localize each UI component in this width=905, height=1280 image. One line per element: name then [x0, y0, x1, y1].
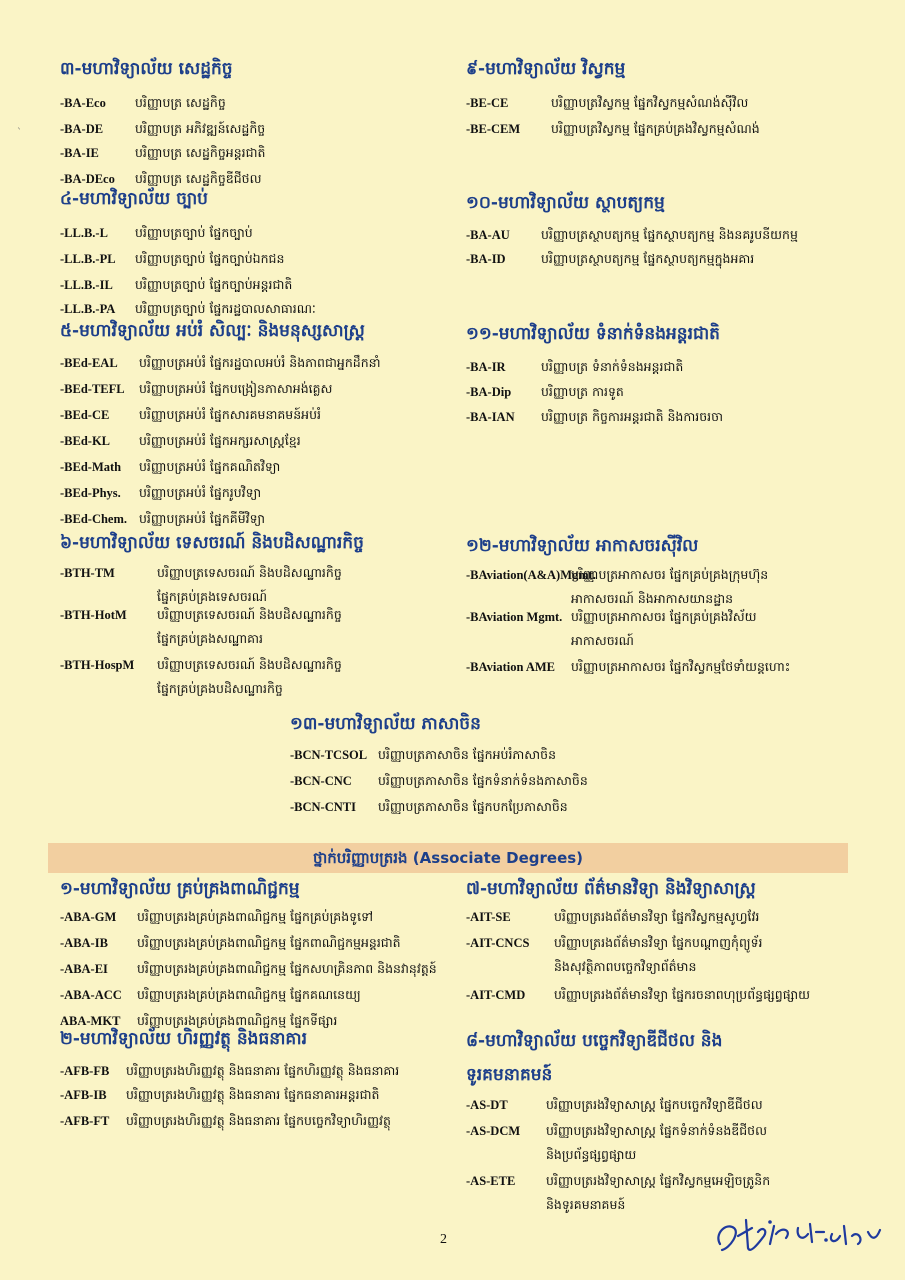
program-code: -ABA-EI: [60, 962, 108, 976]
program-code: -BCN-TCSOL: [290, 748, 368, 762]
program-code: -BE-CE: [466, 96, 509, 110]
program-code: -BA-IR: [466, 360, 506, 374]
program-description: បរិញ្ញាបត្រអប់រំ ផ្នែកគីមីវិទ្យា: [139, 511, 266, 526]
program-description: បរិញ្ញាបត្រវិស្វកម្ម ផ្នែកគ្រប់គ្រងវិស្វកម្មសំណង់: [551, 121, 760, 136]
program-code: -AFB-FT: [60, 1114, 110, 1128]
faculty-heading: ១២-មហាវិទ្យាល័យ អាកាសចរស៊ីវិល: [466, 536, 699, 556]
program-description: បរិញ្ញាបត្រភាសាចិន ផ្នែកអប់រំភាសាចិន: [378, 747, 557, 762]
program-code: -AIT-CNCS: [466, 936, 530, 950]
faculty-heading: ១១-មហាវិទ្យាល័យ ទំនាក់ទំនងអន្តរជាតិ: [466, 324, 720, 344]
program-description: បរិញ្ញាបត្រ សេដ្ឋកិច្ច: [135, 95, 226, 110]
program-code: -BAviation(A&A)Mgmt.: [466, 568, 596, 582]
band-title: ថ្នាក់បរិញ្ញាបត្ររង (Associate Degrees): [312, 849, 584, 867]
program-description: បរិញ្ញាបត្រស្ថាបត្យកម្ម ផ្នែកស្ថាបត្យកម្មក្នុងអគារ: [541, 251, 755, 266]
program-description: បរិញ្ញាបត្ររងវិទ្យាសាស្ត្រ ផ្នែកវិស្វកម្មអេឡិចត្រូនិក: [546, 1173, 771, 1188]
program-description: បរិញ្ញាបត្រច្បាប់ ផ្នែករដ្ឋបាលសាធារណៈ: [135, 301, 316, 316]
margin-mark: ˋ: [17, 128, 22, 139]
program-code: -BEd-Phys.: [60, 486, 121, 500]
faculty-heading: ៨-មហាវិទ្យាល័យ បច្ចេកវិទ្យាឌីជីថល និង: [466, 1031, 723, 1051]
program-code: -ABA-GM: [60, 910, 117, 924]
faculty-heading: ៤-មហាវិទ្យាល័យ ច្បាប់: [60, 189, 208, 209]
program-description: បរិញ្ញាបត្រ ទំនាក់ទំនងអន្តរជាតិ: [541, 359, 684, 374]
program-description: បរិញ្ញាបត្រ សេដ្ឋកិច្ចឌីជីថល: [135, 171, 262, 186]
program-description: បរិញ្ញាបត្ររងហិរញ្ញវត្ថុ និងធនាគារ ផ្នែកបច្ចេកវិទ្យាហិរញ្ញវត្ថុ: [126, 1113, 391, 1128]
program-code: -BA-IE: [60, 146, 99, 160]
program-description: បរិញ្ញាបត្រអប់រំ ផ្នែកបង្រៀនភាសាអង់គ្លេស: [139, 381, 333, 396]
program-description: អាកាសចរណ៍ និងអាកាសយានដ្ឋាន: [571, 591, 734, 606]
faculty-heading: ៣-មហាវិទ្យាល័យ សេដ្ឋកិច្ច: [60, 59, 233, 79]
faculty-heading: ១-មហាវិទ្យាល័យ គ្រប់គ្រងពាណិជ្ជកម្ម: [60, 879, 300, 899]
faculty-heading: ៩-មហាវិទ្យាល័យ វិស្វកម្ម: [466, 59, 626, 79]
program-code: -BA-DEco: [60, 172, 115, 186]
program-description: បរិញ្ញាបត្រអាកាសចរ ផ្នែកគ្រប់គ្រងក្រុមហ៊ុន: [571, 567, 769, 582]
program-description: បរិញ្ញាបត្ររងហិរញ្ញវត្ថុ និងធនាគារ ផ្នែកហិរញ្ញវត្ថុ និងធនាគារ: [126, 1063, 400, 1078]
program-code: -BEd-EAL: [60, 356, 118, 370]
program-description: បរិញ្ញាបត្ររងគ្រប់គ្រងពាណិជ្ជកម្ម ផ្នែកទីផ្សារ: [137, 1013, 338, 1028]
program-description: បរិញ្ញាបត្រច្បាប់ ផ្នែកច្បាប់ឯកជន: [135, 251, 285, 266]
program-code: -LL.B.-L: [60, 226, 108, 240]
program-description: បរិញ្ញាបត្រច្បាប់ ផ្នែកច្បាប់: [135, 225, 253, 240]
program-description: បរិញ្ញាបត្ររងគ្រប់គ្រងពាណិជ្ជកម្ម ផ្នែកគណនេយ្យ: [137, 987, 361, 1002]
page-number: 2: [440, 1232, 447, 1247]
program-description: បរិញ្ញាបត្រវិស្វកម្ម ផ្នែកវិស្វកម្មសំណង់ស៊ីវិល: [551, 95, 749, 110]
program-description: បរិញ្ញាបត្រអប់រំ ផ្នែកសារគមនាគមន៍អប់រំ: [139, 407, 322, 422]
program-description: បរិញ្ញាបត្ររងព័ត៌មានវិទ្យា ផ្នែកបណ្តាញកុំព្យូទ័រ: [554, 935, 763, 950]
program-code: -AFB-FB: [60, 1064, 110, 1078]
program-description: បរិញ្ញាបត្ររងហិរញ្ញវត្ថុ និងធនាគារ ផ្នែកធនាគារអន្តរជាតិ: [126, 1087, 380, 1102]
program-description: បរិញ្ញាបត្ររងព័ត៌មានវិទ្យា ផ្នែកវិស្វកម្មសូហ្វវែរ: [554, 909, 760, 924]
program-code: -BTH-HotM: [60, 608, 127, 622]
program-description: បរិញ្ញាបត្រទេសចរណ៍ និងបដិសណ្ឋារកិច្ច: [157, 657, 342, 672]
program-description: បរិញ្ញាបត្រអប់រំ ផ្នែករដ្ឋបាលអប់រំ និងភាពជាអ្នកដឹកនាំ: [139, 355, 381, 370]
program-code: -ABA-ACC: [60, 988, 122, 1002]
program-description: ផ្នែកគ្រប់គ្រងទេសចរណ៍: [157, 589, 267, 604]
program-code: -BEd-KL: [60, 434, 111, 448]
program-code: -BA-Eco: [60, 96, 106, 110]
program-description: បរិញ្ញាបត្រអាកាសចរ ផ្នែកវិស្វកម្មថែទាំយន្តហោះ: [571, 659, 791, 674]
program-code: -AS-DT: [466, 1098, 508, 1112]
program-code: -ABA-IB: [60, 936, 108, 950]
program-code: -BTH-TM: [60, 566, 115, 580]
program-description: បរិញ្ញាបត្រ សេដ្ឋកិច្ចអន្តរជាតិ: [135, 145, 266, 160]
program-code: -BA-ID: [466, 252, 506, 266]
program-description: ផ្នែកគ្រប់គ្រងបដិសណ្ឋារកិច្ច: [157, 681, 283, 696]
program-description: បរិញ្ញាបត្រភាសាចិន ផ្នែកបកប្រែភាសាចិន: [378, 799, 568, 814]
program-description: បរិញ្ញាបត្រច្បាប់ ផ្នែកច្បាប់អន្តរជាតិ: [135, 277, 293, 292]
program-description: ផ្នែកគ្រប់គ្រងសណ្ឋាគារ: [157, 631, 264, 646]
program-description: បរិញ្ញាបត្រទេសចរណ៍ និងបដិសណ្ឋារកិច្ច: [157, 607, 342, 622]
program-description: បរិញ្ញាបត្រភាសាចិន ផ្នែកទំនាក់ទំនងភាសាចិន: [378, 773, 588, 788]
program-description: បរិញ្ញាបត្ររងវិទ្យាសាស្ត្រ ផ្នែកបច្ចេកវិទ្យាឌីជីថល: [546, 1097, 763, 1112]
program-code: -BCN-CNC: [290, 774, 352, 788]
program-code: -AS-DCM: [466, 1124, 521, 1138]
faculty-heading: ៧-មហាវិទ្យាល័យ ព័ត៌មានវិទ្យា និងវិទ្យាសាស្ត្រ: [466, 879, 756, 899]
program-code: -LL.B.-IL: [60, 278, 113, 292]
program-description: បរិញ្ញាបត្រអប់រំ ផ្នែករូបវិទ្យា: [139, 485, 262, 500]
program-description: បរិញ្ញាបត្ររងគ្រប់គ្រងពាណិជ្ជកម្ម ផ្នែកពាណិជ្ជកម្មអន្តរជាតិ: [137, 935, 401, 950]
program-code: ABA-MKT: [60, 1014, 121, 1028]
associate-degrees-band: [48, 843, 848, 873]
program-description: បរិញ្ញាបត្ររងព័ត៌មានវិទ្យា ផ្នែករចនាពហុប្រព័ន្ធផ្សព្វផ្សាយ: [554, 987, 811, 1002]
faculty-heading-continued: ទូរគមនាគមន៍: [466, 1065, 553, 1085]
program-description: បរិញ្ញាបត្រអប់រំ ផ្នែកអក្សរសាស្ត្រខ្មែរ: [139, 433, 301, 448]
program-description: បរិញ្ញាបត្រ អភិវឌ្ឍន៍សេដ្ឋកិច្ច: [135, 121, 266, 136]
program-code: -BCN-CNTI: [290, 800, 356, 814]
faculty-heading: ១៣-មហាវិទ្យាល័យ ភាសាចិន: [290, 714, 481, 734]
faculty-heading: ១០-មហាវិទ្យាល័យ ស្ថាបត្យកម្ម: [466, 193, 665, 213]
program-code: -BEd-CE: [60, 408, 110, 422]
program-description: បរិញ្ញាបត្រ ការទូត: [541, 384, 624, 399]
program-code: -AIT-CMD: [466, 988, 526, 1002]
program-code: -LL.B.-PA: [60, 302, 116, 316]
program-code: -AS-ETE: [466, 1174, 516, 1188]
program-code: -LL.B.-PL: [60, 252, 116, 266]
program-description: និងសុវត្ថិភាពបច្ចេកវិទ្យាព័ត៌មាន: [554, 959, 697, 974]
program-description: បរិញ្ញាបត្រស្ថាបត្យកម្ម ផ្នែកស្ថាបត្យកម្ម និងនគរូបនីយកម្ម: [541, 227, 798, 242]
program-description: និងទូរគមនាគមន៍: [546, 1197, 626, 1212]
program-code: -BEd-Chem.: [60, 512, 128, 526]
program-code: -BA-DE: [60, 122, 104, 136]
program-description: អាកាសចរណ៍: [571, 633, 634, 648]
faculty-heading: ២-មហាវិទ្យាល័យ ហិរញ្ញវត្ថុ និងធនាគារ: [60, 1029, 307, 1049]
program-description: បរិញ្ញាបត្ររងគ្រប់គ្រងពាណិជ្ជកម្ម ផ្នែកគ្រប់គ្រងទូទៅ: [137, 909, 373, 924]
program-description: បរិញ្ញាបត្រអាកាសចរ ផ្នែកគ្រប់គ្រងវិស័យ: [571, 609, 757, 624]
signature-image: [712, 1214, 892, 1260]
program-code: -BEd-TEFL: [60, 382, 125, 396]
program-description: បរិញ្ញាបត្ររងគ្រប់គ្រងពាណិជ្ជកម្ម ផ្នែកសហគ្រិនភាព និងនវានុវត្តន៍: [137, 961, 437, 976]
program-code: -BEd-Math: [60, 460, 122, 474]
program-description: បរិញ្ញាបត្រអប់រំ ផ្នែកគណិតវិទ្យា: [139, 459, 281, 474]
program-code: -BAviation AME: [466, 660, 556, 674]
program-code: -BA-AU: [466, 228, 510, 242]
faculty-heading: ៥-មហាវិទ្យាល័យ អប់រំ សិល្បៈ និងមនុស្សសាស្ត្រ: [60, 321, 365, 341]
program-description: បរិញ្ញាបត្រទេសចរណ៍ និងបដិសណ្ឋារកិច្ច: [157, 565, 342, 580]
program-code: -AFB-IB: [60, 1088, 107, 1102]
program-code: -BAviation Mgmt.: [466, 610, 563, 624]
program-code: -BTH-HospM: [60, 658, 135, 672]
program-description: បរិញ្ញាបត្ររងវិទ្យាសាស្ត្រ ផ្នែកទំនាក់ទំនងឌីជីថល: [546, 1123, 768, 1138]
program-description: បរិញ្ញាបត្រ កិច្ចការអន្តរជាតិ និងការចរចា: [541, 409, 724, 424]
program-code: -BA-Dip: [466, 385, 512, 399]
program-code: -BA-IAN: [466, 410, 515, 424]
program-description: និងប្រព័ន្ធផ្សព្វផ្សាយ: [546, 1147, 637, 1162]
program-code: -AIT-SE: [466, 910, 511, 924]
program-code: -BE-CEM: [466, 122, 521, 136]
faculty-heading: ៦-មហាវិទ្យាល័យ ទេសចរណ៍ និងបដិសណ្ឋារកិច្ច: [60, 533, 364, 553]
